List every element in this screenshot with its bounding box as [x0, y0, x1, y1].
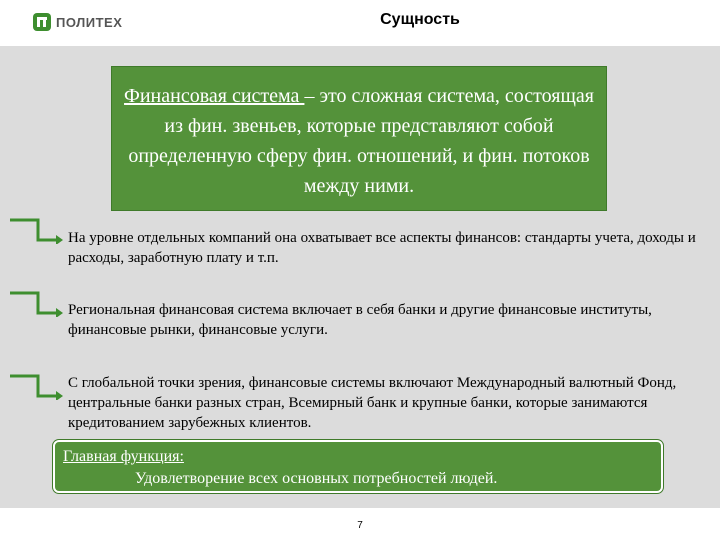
main-function-title: Главная функция:	[63, 448, 184, 465]
logo-text: ПОЛИТЕХ	[56, 14, 123, 30]
slide-header	[0, 0, 720, 46]
main-function-box	[53, 440, 663, 493]
definition-text: – это сложная система, состоящая из фин. звеньев, которые представляют собой определенную сферу фин. отношений, и фин. потоков между ними.	[128, 85, 594, 197]
main-function-text: Удовлетворение всех основных потребностей людей.	[135, 470, 498, 487]
bullet-global-level: С глобальной точки зрения, финансовые системы включают Международный валютный Фонд, центральные банки разных стран, Всемирный банк и крупные банки, которые занимаются кредитованием зарубежных клиентов.	[68, 375, 677, 431]
page-title: Сущность	[380, 11, 460, 28]
bullet-company-level: На уровне отдельных компаний она охватывает все аспекты финансов: стандарты учета, доходы и расходы, заработную плату и т.п.	[68, 230, 696, 266]
bullet-regional-level: Региональная финансовая система включает в себя банки и другие финансовые институты, финансовые рынки, финансовые услуги.	[68, 302, 652, 338]
definition-term: Финансовая система	[124, 85, 305, 107]
logo	[33, 13, 122, 31]
elbow-arrow-icon	[6, 218, 64, 244]
elbow-arrow-icon	[6, 374, 64, 400]
logo-icon	[33, 13, 51, 31]
elbow-arrow-icon	[6, 291, 64, 317]
definition-box	[111, 66, 607, 211]
page-number: 7	[357, 520, 363, 531]
